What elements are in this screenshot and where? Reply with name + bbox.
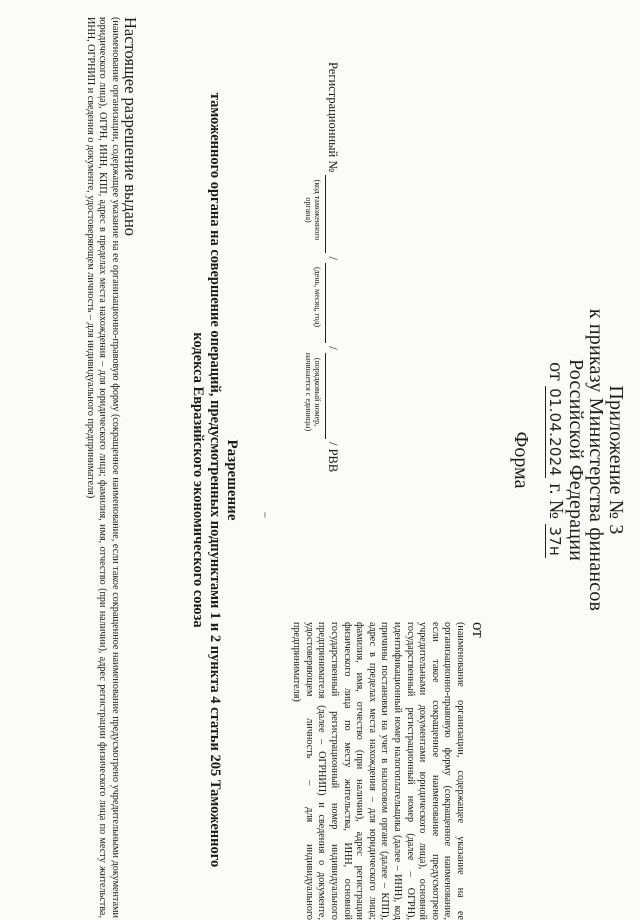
- appendix-date-line: [545, 0, 566, 920]
- title-subline-1: таможенного органа на совершение операций, предусмотренных подпунктами 1 и 2 пункта 4 статьи 205 Таможенного: [207, 92, 223, 868]
- title-subline-2: кодекса Евразийского экономического союза: [190, 332, 206, 628]
- scan-smudge: [264, 512, 266, 518]
- from-label: от: [469, 622, 488, 638]
- form-label: Форма: [510, 431, 532, 489]
- appendix-number: Приложение № 3: [605, 385, 627, 535]
- appendix-ministry: Российской Федерации: [565, 358, 587, 562]
- separator: /: [326, 256, 340, 260]
- order-date: 01.04.2024: [546, 388, 564, 477]
- sequence-number-field: [325, 353, 340, 439]
- registration-label: Регистрационный №: [326, 62, 340, 173]
- caption-customs-code: (код таможенного органа): [304, 179, 322, 241]
- appendix-order: к приказу Министерства финансов: [585, 308, 607, 612]
- order-number: 37н: [546, 526, 564, 556]
- date-prefix: от: [545, 362, 567, 382]
- caption-sequence: (порядковый номер, начинается с единицы): [304, 352, 322, 432]
- appendix-header: [545, 0, 626, 920]
- issued-label: Настоящее разрешение выдано: [121, 17, 140, 237]
- title-main: Разрешение: [224, 439, 240, 521]
- registration-suffix: / РВВ: [326, 441, 340, 473]
- registration-number-row: [325, 62, 340, 482]
- customs-code-field: [325, 175, 340, 253]
- caption-date: (день, месяц, год): [313, 266, 322, 328]
- separator: /: [326, 346, 340, 350]
- number-prefix: г. №: [545, 483, 567, 520]
- date-field: [325, 263, 340, 343]
- applicant-details-note: (наименование организации, содержащее указание на ее организационно-правовую форму (сокращенное наименование, если такое сокращенное наименование предусмотрено учредительными документами юридического лица), основной государственный регистрационный номер (далее – ОГРН), идентификационный номер налогоплательщика (далее – ИНН), код причины постановки на учет в налоговом органе (далее – КПП), адрес в пределах места нахождения – для юридического лица; фамилия, имя, отчество (при наличии), адрес регистрации физического лица по месту жительства, ИНН, основной государственный регистрационный номер индивидуального предпринимателя (далее – ОГРНИП) и сведения о документе, удостоверяющем личность – для индивидуального предпринимателя): [291, 622, 466, 920]
- recipient-details-note: (наименование организации, содержащее указание на ее организационно-правовую форму (сокращенное наименование, если такое сокращенное наименование предусмотрено учредительными документами юридического лица), ОГРН, ИНН, КПП, адрес в пределах места нахождения – для юридического лица; фамилия, имя, отчество (при наличии), адрес регистрации физического лица по месту жительства, ИНН, ОГРНИП и сведения о документе, удостоверяющем личность – для индивидуального предпринимателя): [84, 17, 121, 918]
- document-title: [189, 70, 240, 890]
